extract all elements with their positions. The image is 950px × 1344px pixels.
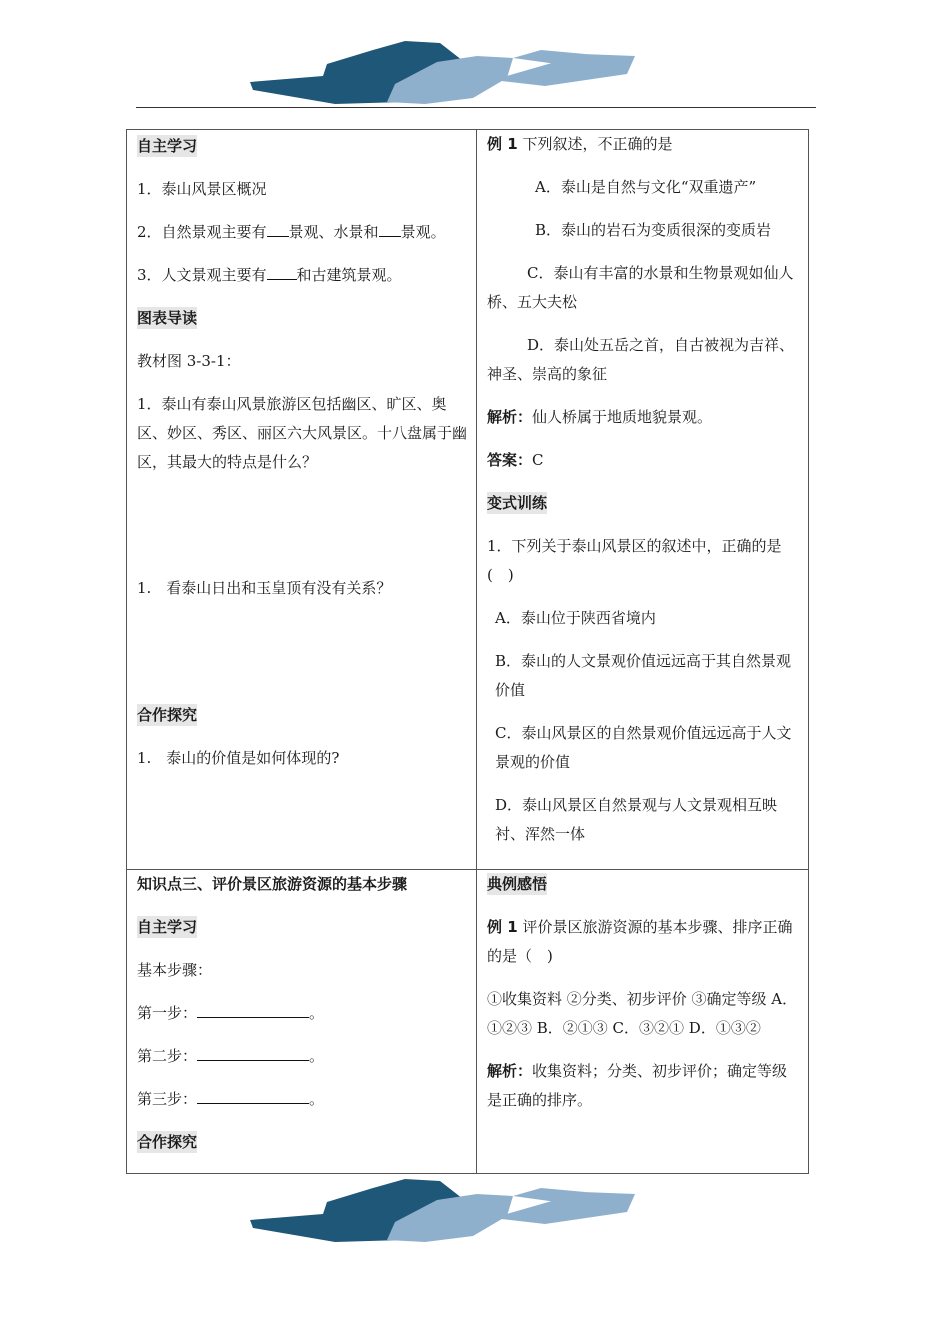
question-2: 2．自然景观主要有 景观、水景和 景观。 [137, 223, 446, 241]
step-3: 第三步： 。 [137, 1090, 325, 1108]
variant-option-d: D．泰山风景区自然景观与人文景观相互映衬、浑然一体 [495, 796, 778, 843]
cooperative-question-1: 1. 泰山的价值是如何体现的? [137, 749, 340, 767]
step-1: 第一步： 。 [137, 1004, 325, 1022]
heading-chart-guide: 图表导读 [137, 309, 198, 327]
answer: 答案：C [487, 451, 544, 469]
option-d: D．泰山处五岳之首，自古被视为吉祥、神圣、崇高的象征 [487, 336, 795, 383]
heading-cooperative: 合作探究 [137, 706, 198, 724]
variant-option-b: B．泰山的人文景观价值远远高于其自然景观价值 [495, 652, 792, 699]
self-study-cell [127, 130, 477, 870]
question-1: 1．泰山风景区概况 [137, 180, 267, 198]
question-3: 3．人文景观主要有 和古建筑景观。 [137, 266, 402, 284]
figure-question-2: 1. 看泰山日出和玉皇顶有没有关系？ [137, 579, 392, 597]
section-title: 知识点三、评价景区旅游资源的基本步骤 [137, 875, 408, 893]
option-b: B．泰山的岩石为变质很深的变质岩 [535, 221, 772, 239]
lesson-table [126, 129, 809, 1174]
analysis: 解析：仙人桥属于地质地貌景观。 [487, 408, 713, 426]
variant-question: 1．下列关于泰山风景区的叙述中，正确的是( ) [487, 537, 782, 584]
heading-self-study-2: 自主学习 [137, 918, 198, 936]
variant-option-c: C．泰山风景区的自然景观价值远远高于人文景观的价值 [495, 724, 792, 771]
example-question: 例 1 下列叙述，不正确的是 [487, 135, 673, 153]
heading-self-study: 自主学习 [137, 137, 198, 155]
heading-variant-training: 变式训练 [487, 494, 548, 512]
example-2-choices: ①收集资料 ②分类、初步评价 ③确定等级 A．①②③ B．②①③ C．③②① D．①③② [487, 990, 798, 1037]
knowledge-point-three-cell [127, 870, 477, 1174]
variant-option-a: A．泰山位于陕西省境内 [495, 609, 656, 627]
option-c: C．泰山有丰富的水景和生物景观如仙人桥、五大夫松 [487, 264, 794, 311]
example-2-question: 例 1 评价景区旅游资源的基本步骤、排序正确的是（ ) [487, 918, 793, 965]
heading-cooperative-2: 合作探究 [137, 1133, 198, 1151]
figure-reference: 教材图 3-3-1： [137, 352, 241, 370]
heading-typical-example: 典例感悟 [487, 875, 548, 893]
example-2-analysis: 解析：收集资料；分类、初步评价；确定等级是正确的排序。 [487, 1062, 788, 1109]
option-a: A．泰山是自然与文化“双重遗产” [535, 178, 757, 196]
typical-example-cell [477, 870, 809, 1174]
step-2: 第二步： 。 [137, 1047, 325, 1065]
header-decoration [245, 38, 645, 108]
footer-decoration [245, 1176, 645, 1246]
header-rule [136, 107, 816, 108]
steps-label: 基本步骤： [137, 961, 213, 979]
example-cell [477, 130, 809, 870]
figure-question-1: 1．泰山有泰山风景旅游区包括幽区、旷区、奥区、妙区、秀区、丽区六大风景区。十八盘属于幽区，其最大的特点是什么？ [137, 395, 468, 471]
